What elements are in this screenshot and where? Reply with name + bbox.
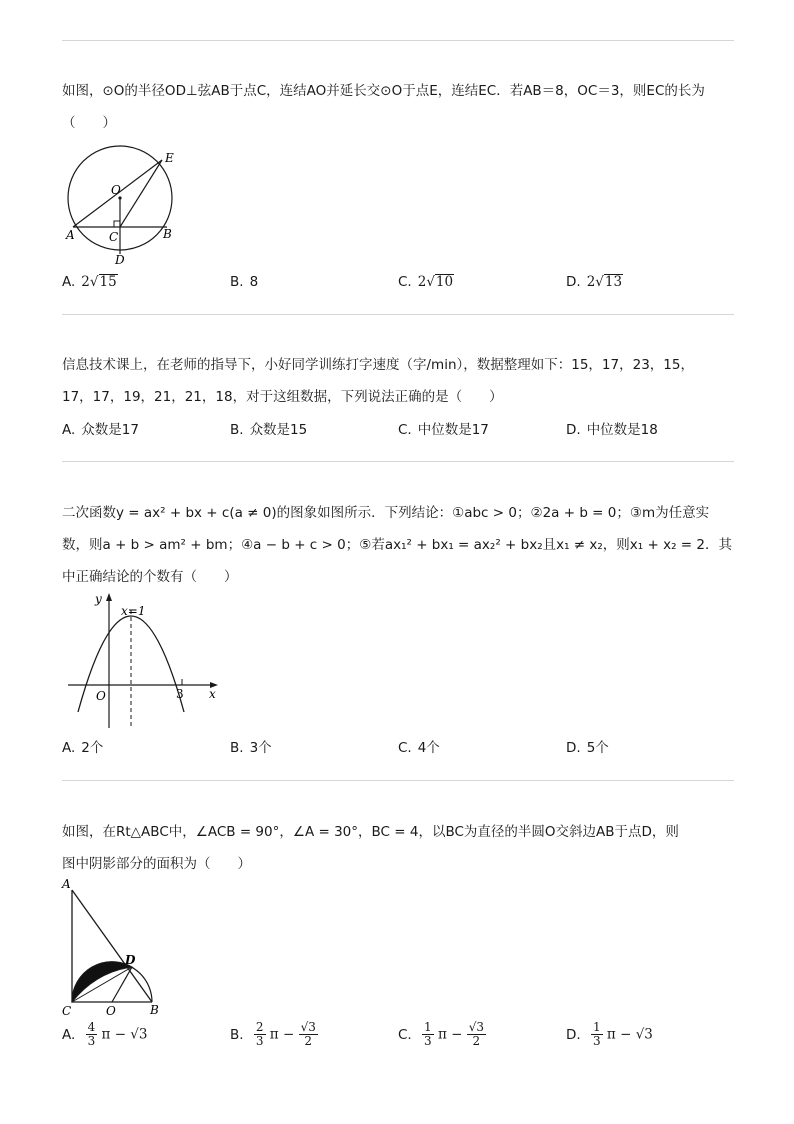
- q1-option-c[interactable]: C. 2√10: [398, 274, 454, 290]
- q2-stem-line1: 信息技术课上，在老师的指导下，小好同学训练打字速度（字/min），数据整理如下：15，17，23，15，: [62, 357, 694, 373]
- q4-label-A: A: [62, 877, 71, 891]
- divider-top: [62, 40, 734, 41]
- q2-option-b[interactable]: B. 众数是15: [230, 422, 308, 438]
- q4-stem-line1: 如图，在Rt△ABC中，∠ACB = 90°，∠A = 30°，BC = 4，以BC为直径的半圆O交斜边AB于点D，则: [62, 824, 679, 840]
- q4-label-O: O: [106, 1004, 116, 1018]
- q4-option-a[interactable]: A. $\frac{4}{3}$ π − √3: [62, 1020, 148, 1048]
- q3-stem-line2: 数，则a + b > am² + bm；④a − b + c > 0；⑤若ax₁² + bx₁ = ax₂² + bx₂且x₁ ≠ x₂，则x₁ + x₂ = 2．其: [62, 537, 732, 553]
- q4-label-C: C: [62, 1004, 72, 1018]
- q4-triangle-figure: [58, 876, 168, 1018]
- q1-stem-line1: 如图，⊙O的半径OD⊥弦AB于点C，连结AO并延长交⊙O于点E，连结EC．若AB＝8，OC＝3，则EC的长为: [62, 83, 705, 99]
- q1-label-A: A: [66, 228, 75, 242]
- q4-option-c[interactable]: C. $\frac{1}{3}$ π − $\frac{√3}{2}$: [398, 1020, 485, 1048]
- q4-option-d[interactable]: D. $\frac{1}{3}$ π − √3: [566, 1020, 653, 1048]
- q2-option-c[interactable]: C. 中位数是17: [398, 422, 489, 438]
- q3-option-a[interactable]: A. 2个: [62, 740, 104, 756]
- q3-option-c[interactable]: C. 4个: [398, 740, 440, 756]
- q4-stem-line2: 图中阴影部分的面积为（ ）: [62, 856, 251, 872]
- q1-circle-figure: [58, 142, 188, 270]
- q4-option-b[interactable]: B. $\frac{2}{3}$ π − $\frac{√3}{2}$: [230, 1020, 316, 1048]
- q3-label-y: y: [95, 592, 102, 606]
- q4-label-B: B: [150, 1003, 159, 1017]
- q3-parabola-figure: [62, 588, 226, 732]
- divider-q3: [62, 461, 734, 462]
- q3-label-O: O: [96, 689, 106, 703]
- q4-label-D: D: [125, 953, 136, 967]
- q1-label-E: E: [165, 151, 174, 165]
- q3-option-d[interactable]: D. 5个: [566, 740, 609, 756]
- q1-label-O: O: [111, 183, 121, 197]
- q1-option-d[interactable]: D. 2√13: [566, 274, 623, 290]
- q3-stem-line1: 二次函数y = ax² + bx + c(a ≠ 0)的图象如图所示．下列结论：①abc > 0；②2a + b = 0；③m为任意实: [62, 505, 710, 521]
- q3-label-x: x: [209, 687, 216, 701]
- q1-label-C: C: [109, 230, 119, 244]
- q1-stem-line2: （ ）: [62, 115, 116, 131]
- q2-stem-line2: 17，17，19，21，21，18，对于这组数据，下列说法正确的是（ ）: [62, 389, 503, 405]
- divider-q4: [62, 780, 734, 781]
- q1-option-a[interactable]: A. 2√15: [62, 274, 117, 290]
- q1-label-D: D: [115, 253, 125, 267]
- q3-stem-line3: 中正确结论的个数有（ ）: [62, 569, 238, 585]
- q3-option-b[interactable]: B. 3个: [230, 740, 272, 756]
- q1-label-B: B: [163, 227, 172, 241]
- q3-label-3: 3: [176, 687, 184, 701]
- divider-q2: [62, 314, 734, 315]
- q2-option-a[interactable]: A. 众数是17: [62, 422, 139, 438]
- q1-option-b[interactable]: B. 8: [230, 274, 259, 290]
- q2-option-d[interactable]: D. 中位数是18: [566, 422, 658, 438]
- q3-label-axis: x=1: [121, 604, 146, 618]
